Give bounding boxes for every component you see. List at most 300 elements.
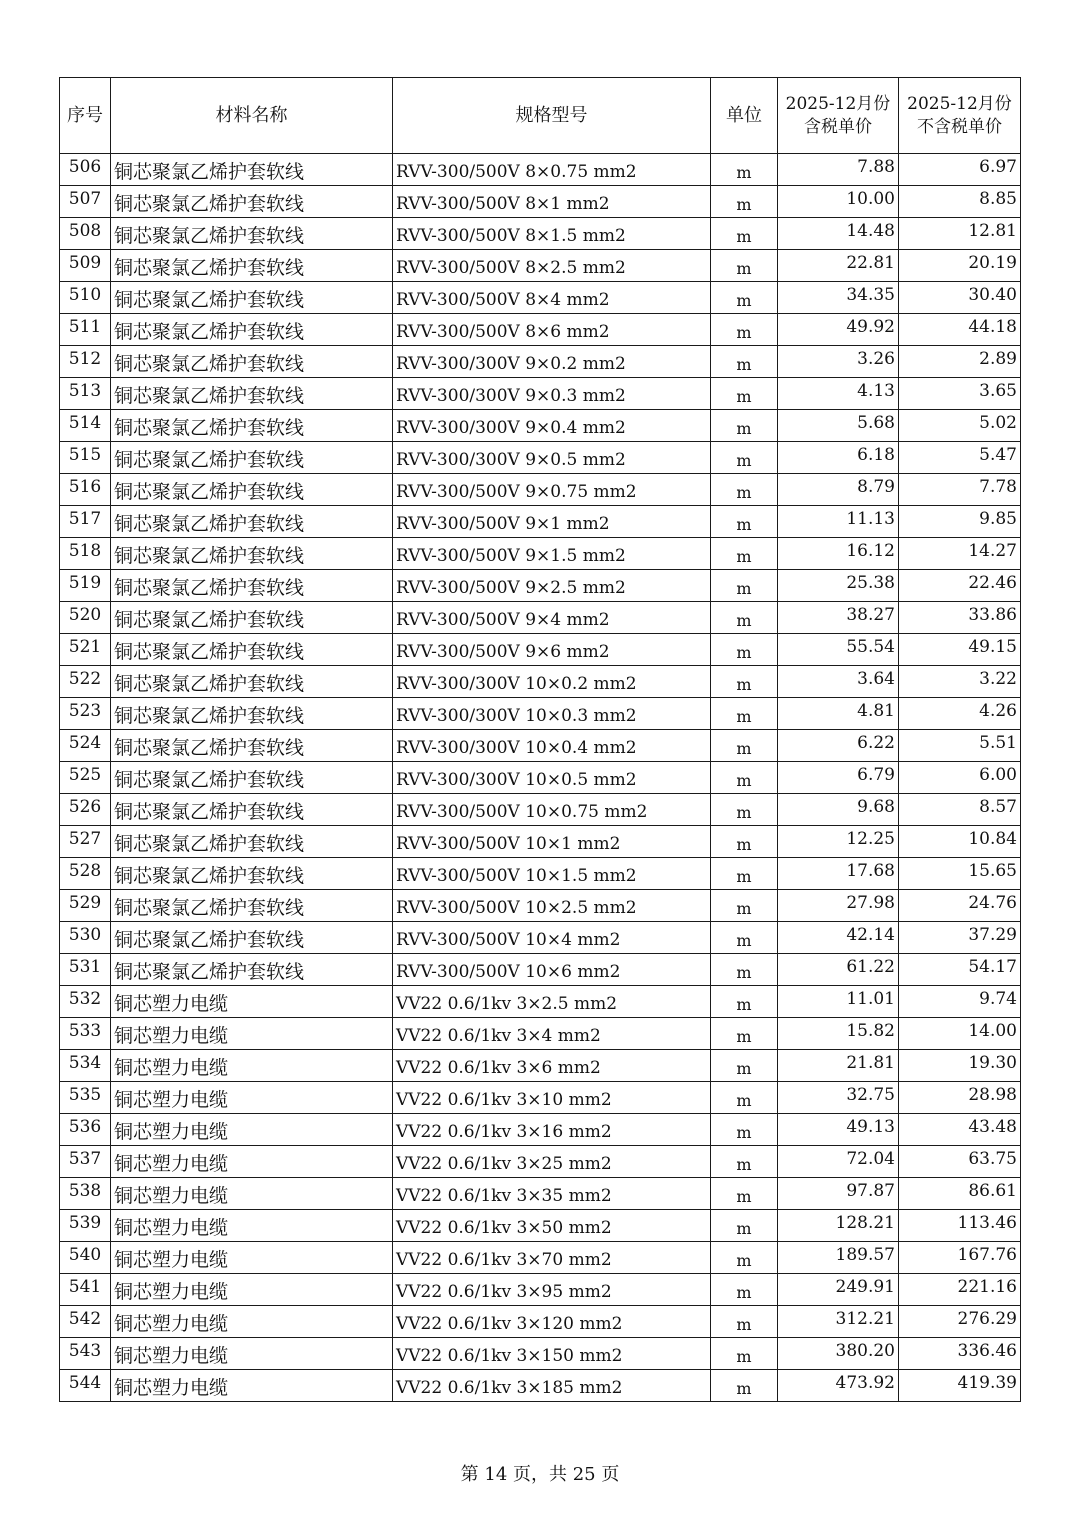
cell-price-without-tax — [899, 410, 1021, 442]
cell-unit-text: m — [736, 995, 752, 1014]
cell-material-name — [111, 858, 393, 890]
cell-unit — [711, 762, 778, 794]
cell-unit-text: m — [736, 579, 752, 598]
cell-price-with-tax — [778, 1242, 899, 1274]
cell-unit-text: m — [736, 355, 752, 374]
table-row — [60, 1370, 1021, 1402]
cell-seq — [60, 506, 111, 538]
cell-spec-model — [393, 698, 711, 730]
cell-material-name-text: 铜芯聚氯乙烯护套软线 — [114, 545, 305, 567]
cell-seq — [60, 346, 111, 378]
cell-price-with-tax-text: 27.98 — [846, 893, 895, 913]
cell-seq-text: 532 — [68, 989, 102, 1009]
cell-seq-text: 543 — [68, 1341, 102, 1361]
table-row — [60, 922, 1021, 954]
cell-seq-text: 527 — [68, 829, 102, 849]
cell-unit-text: m — [736, 387, 752, 406]
cell-seq-text: 514 — [68, 413, 102, 433]
cell-spec-model — [393, 1338, 711, 1370]
cell-seq-text: 540 — [68, 1245, 102, 1265]
cell-price-without-tax-text: 86.61 — [968, 1181, 1017, 1201]
cell-seq — [60, 602, 111, 634]
cell-seq-text: 508 — [68, 221, 102, 241]
cell-spec-model-text: RVV-300/500V 8×1.5 mm2 — [396, 226, 626, 246]
cell-material-name-text: 铜芯塑力电缆 — [114, 1057, 229, 1079]
cell-price-with-tax — [778, 762, 899, 794]
cell-seq — [60, 858, 111, 890]
cell-price-with-tax-text: 6.79 — [857, 765, 895, 785]
cell-spec-model-text: VV22 0.6/1kv 3×4 mm2 — [396, 1026, 601, 1046]
cell-unit-text: m — [736, 1155, 752, 1174]
header-unit: 单位 — [711, 78, 778, 154]
cell-price-without-tax — [899, 154, 1021, 186]
cell-seq-text: 521 — [68, 637, 102, 657]
cell-spec-model — [393, 1274, 711, 1306]
cell-material-name-text: 铜芯塑力电缆 — [114, 1313, 229, 1335]
cell-material-name — [111, 1306, 393, 1338]
cell-spec-model-text: RVV-300/500V 10×1.5 mm2 — [396, 866, 637, 886]
cell-unit — [711, 378, 778, 410]
table-row — [60, 858, 1021, 890]
cell-unit-text: m — [736, 1219, 752, 1238]
cell-price-without-tax-text: 221.16 — [957, 1277, 1017, 1297]
cell-spec-model-text: VV22 0.6/1kv 3×70 mm2 — [396, 1250, 612, 1270]
cell-material-name-text: 铜芯聚氯乙烯护套软线 — [114, 289, 305, 311]
cell-price-with-tax-text: 49.92 — [846, 317, 895, 337]
cell-material-name — [111, 346, 393, 378]
cell-material-name-text: 铜芯聚氯乙烯护套软线 — [114, 929, 305, 951]
cell-spec-model — [393, 986, 711, 1018]
cell-price-with-tax-text: 25.38 — [846, 573, 895, 593]
cell-material-name-text: 铜芯塑力电缆 — [114, 1217, 229, 1239]
cell-price-without-tax — [899, 730, 1021, 762]
cell-price-without-tax-text: 6.97 — [979, 157, 1017, 177]
cell-material-name-text: 铜芯聚氯乙烯护套软线 — [114, 449, 305, 471]
header-material-name: 材料名称 — [111, 78, 393, 154]
cell-material-name — [111, 1370, 393, 1402]
cell-unit — [711, 1114, 778, 1146]
cell-seq — [60, 730, 111, 762]
cell-spec-model — [393, 602, 711, 634]
cell-material-name — [111, 1146, 393, 1178]
cell-unit — [711, 634, 778, 666]
cell-unit-text: m — [736, 1059, 752, 1078]
cell-spec-model-text: RVV-300/500V 9×0.75 mm2 — [396, 482, 637, 502]
cell-material-name — [111, 762, 393, 794]
cell-unit-text: m — [736, 1123, 752, 1142]
cell-price-without-tax — [899, 666, 1021, 698]
cell-unit — [711, 698, 778, 730]
cell-seq — [60, 922, 111, 954]
cell-price-without-tax-text: 15.65 — [968, 861, 1017, 881]
cell-price-with-tax-text: 15.82 — [846, 1021, 895, 1041]
cell-unit-text: m — [736, 771, 752, 790]
cell-material-name-text: 铜芯聚氯乙烯护套软线 — [114, 225, 305, 247]
cell-unit-text: m — [736, 1251, 752, 1270]
cell-seq — [60, 698, 111, 730]
cell-unit-text: m — [736, 739, 752, 758]
cell-price-with-tax — [778, 1370, 899, 1402]
table-body — [60, 154, 1021, 1402]
cell-unit — [711, 154, 778, 186]
cell-seq-text: 510 — [68, 285, 102, 305]
cell-price-without-tax — [899, 314, 1021, 346]
cell-price-without-tax — [899, 474, 1021, 506]
cell-unit-text: m — [736, 547, 752, 566]
table-row — [60, 698, 1021, 730]
cell-seq — [60, 218, 111, 250]
cell-material-name — [111, 474, 393, 506]
cell-unit — [711, 1370, 778, 1402]
table-row — [60, 1146, 1021, 1178]
cell-material-name — [111, 890, 393, 922]
page-footer — [0, 1460, 1080, 1486]
cell-price-with-tax — [778, 570, 899, 602]
cell-price-with-tax-text: 10.00 — [846, 189, 895, 209]
cell-price-with-tax-text: 72.04 — [846, 1149, 895, 1169]
cell-spec-model — [393, 1050, 711, 1082]
cell-price-without-tax — [899, 634, 1021, 666]
cell-spec-model — [393, 538, 711, 570]
cell-price-without-tax — [899, 538, 1021, 570]
cell-price-without-tax-text: 20.19 — [968, 253, 1017, 273]
cell-spec-model-text: RVV-300/500V 8×2.5 mm2 — [396, 258, 626, 278]
cell-price-without-tax — [899, 1050, 1021, 1082]
cell-unit — [711, 1082, 778, 1114]
cell-price-with-tax-text: 22.81 — [846, 253, 895, 273]
cell-price-without-tax — [899, 1114, 1021, 1146]
cell-unit — [711, 1306, 778, 1338]
cell-price-with-tax — [778, 858, 899, 890]
cell-price-without-tax — [899, 762, 1021, 794]
cell-material-name — [111, 250, 393, 282]
cell-price-with-tax — [778, 890, 899, 922]
cell-price-without-tax — [899, 442, 1021, 474]
cell-price-without-tax-text: 33.86 — [968, 605, 1017, 625]
cell-price-without-tax-text: 12.81 — [968, 221, 1017, 241]
table-row — [60, 1338, 1021, 1370]
table-row — [60, 602, 1021, 634]
cell-unit — [711, 986, 778, 1018]
cell-unit — [711, 602, 778, 634]
cell-seq-text: 529 — [68, 893, 102, 913]
cell-price-with-tax-text: 97.87 — [846, 1181, 895, 1201]
cell-price-with-tax-text: 128.21 — [835, 1213, 895, 1233]
cell-material-name — [111, 794, 393, 826]
cell-seq — [60, 794, 111, 826]
cell-price-without-tax — [899, 506, 1021, 538]
cell-seq-text: 544 — [68, 1373, 102, 1393]
header-price-with-tax — [778, 78, 899, 154]
cell-seq-text: 520 — [68, 605, 102, 625]
header-price-without-tax — [899, 78, 1021, 154]
cell-spec-model-text: RVV-300/500V 9×1.5 mm2 — [396, 546, 626, 566]
cell-price-with-tax-text: 4.81 — [857, 701, 895, 721]
cell-unit — [711, 538, 778, 570]
cell-material-name-text: 铜芯聚氯乙烯护套软线 — [114, 801, 305, 823]
cell-spec-model-text: RVV-300/500V 10×4 mm2 — [396, 930, 621, 950]
cell-price-without-tax — [899, 1178, 1021, 1210]
cell-spec-model — [393, 1306, 711, 1338]
cell-price-with-tax — [778, 730, 899, 762]
cell-seq-text: 517 — [68, 509, 102, 529]
cell-material-name-text: 铜芯聚氯乙烯护套软线 — [114, 897, 305, 919]
cell-unit — [711, 954, 778, 986]
table-row — [60, 506, 1021, 538]
cell-price-without-tax-text: 49.15 — [968, 637, 1017, 657]
cell-unit — [711, 730, 778, 762]
cell-spec-model-text: RVV-300/500V 10×6 mm2 — [396, 962, 621, 982]
cell-seq — [60, 1274, 111, 1306]
cell-material-name-text: 铜芯塑力电缆 — [114, 1345, 229, 1367]
cell-seq-text: 542 — [68, 1309, 102, 1329]
cell-unit-text: m — [736, 291, 752, 310]
cell-price-without-tax — [899, 346, 1021, 378]
cell-spec-model — [393, 442, 711, 474]
cell-material-name — [111, 314, 393, 346]
cell-price-without-tax-text: 2.89 — [979, 349, 1017, 369]
cell-spec-model — [393, 666, 711, 698]
cell-spec-model-text: VV22 0.6/1kv 3×16 mm2 — [396, 1122, 612, 1142]
cell-spec-model-text: RVV-300/500V 8×1 mm2 — [396, 194, 610, 214]
table-row — [60, 154, 1021, 186]
cell-price-with-tax-text: 11.01 — [846, 989, 895, 1009]
cell-unit — [711, 826, 778, 858]
cell-seq — [60, 634, 111, 666]
cell-material-name-text: 铜芯聚氯乙烯护套软线 — [114, 769, 305, 791]
cell-seq-text: 516 — [68, 477, 102, 497]
cell-seq-text: 525 — [68, 765, 102, 785]
cell-material-name-text: 铜芯聚氯乙烯护套软线 — [114, 257, 305, 279]
cell-spec-model — [393, 314, 711, 346]
cell-price-without-tax-text: 8.85 — [979, 189, 1017, 209]
cell-material-name-text: 铜芯聚氯乙烯护套软线 — [114, 961, 305, 983]
cell-unit-text: m — [736, 899, 752, 918]
cell-price-with-tax — [778, 634, 899, 666]
cell-unit — [711, 506, 778, 538]
cell-unit — [711, 666, 778, 698]
cell-seq-text: 534 — [68, 1053, 102, 1073]
cell-spec-model — [393, 154, 711, 186]
table-row — [60, 346, 1021, 378]
cell-price-without-tax — [899, 186, 1021, 218]
cell-price-with-tax-text: 32.75 — [846, 1085, 895, 1105]
cell-seq — [60, 314, 111, 346]
cell-seq-text: 538 — [68, 1181, 102, 1201]
cell-seq — [60, 986, 111, 1018]
cell-unit-text: m — [736, 835, 752, 854]
cell-price-without-tax — [899, 1306, 1021, 1338]
table-row — [60, 250, 1021, 282]
cell-material-name — [111, 506, 393, 538]
cell-spec-model — [393, 1018, 711, 1050]
cell-price-with-tax — [778, 986, 899, 1018]
cell-unit-text: m — [736, 1187, 752, 1206]
cell-spec-model-text: VV22 0.6/1kv 3×150 mm2 — [396, 1346, 623, 1366]
table-row — [60, 890, 1021, 922]
cell-unit-text: m — [736, 963, 752, 982]
cell-price-with-tax — [778, 1114, 899, 1146]
cell-price-with-tax — [778, 346, 899, 378]
table-row — [60, 1050, 1021, 1082]
cell-price-with-tax — [778, 794, 899, 826]
cell-material-name — [111, 282, 393, 314]
table-row — [60, 570, 1021, 602]
cell-material-name — [111, 1018, 393, 1050]
cell-spec-model-text: RVV-300/300V 9×0.2 mm2 — [396, 354, 626, 374]
cell-seq — [60, 538, 111, 570]
page-number: 第 14 页，共 25 页 — [460, 1464, 620, 1485]
cell-material-name-text: 铜芯塑力电缆 — [114, 1089, 229, 1111]
cell-price-with-tax-text: 6.18 — [857, 445, 895, 465]
cell-seq-text: 539 — [68, 1213, 102, 1233]
cell-price-with-tax — [778, 442, 899, 474]
cell-seq — [60, 1338, 111, 1370]
cell-spec-model — [393, 506, 711, 538]
cell-material-name-text: 铜芯聚氯乙烯护套软线 — [114, 193, 305, 215]
cell-price-without-tax-text: 7.78 — [979, 477, 1017, 497]
cell-price-with-tax — [778, 1178, 899, 1210]
cell-seq-text: 523 — [68, 701, 102, 721]
table-row — [60, 762, 1021, 794]
cell-price-with-tax-text: 189.57 — [835, 1245, 895, 1265]
cell-price-with-tax-text: 55.54 — [846, 637, 895, 657]
cell-seq-text: 541 — [68, 1277, 102, 1297]
table-row — [60, 986, 1021, 1018]
cell-price-with-tax — [778, 602, 899, 634]
cell-price-without-tax — [899, 890, 1021, 922]
cell-price-without-tax — [899, 250, 1021, 282]
cell-price-with-tax-text: 3.26 — [857, 349, 895, 369]
cell-price-without-tax-text: 5.02 — [979, 413, 1017, 433]
table-row — [60, 1274, 1021, 1306]
cell-unit-text: m — [736, 515, 752, 534]
cell-spec-model-text: VV22 0.6/1kv 3×6 mm2 — [396, 1058, 601, 1078]
cell-spec-model-text: RVV-300/500V 8×6 mm2 — [396, 322, 610, 342]
cell-material-name — [111, 1114, 393, 1146]
cell-seq — [60, 1306, 111, 1338]
table-row — [60, 666, 1021, 698]
cell-unit-text: m — [736, 1315, 752, 1334]
cell-price-with-tax — [778, 1082, 899, 1114]
cell-price-with-tax-text: 8.79 — [857, 477, 895, 497]
cell-unit-text: m — [736, 803, 752, 822]
cell-seq-text: 506 — [68, 157, 102, 177]
cell-seq-text: 509 — [68, 253, 102, 273]
cell-material-name — [111, 602, 393, 634]
cell-seq — [60, 186, 111, 218]
cell-seq — [60, 410, 111, 442]
table-row — [60, 1210, 1021, 1242]
table-row — [60, 442, 1021, 474]
cell-material-name — [111, 538, 393, 570]
cell-seq — [60, 1146, 111, 1178]
cell-price-with-tax-text: 312.21 — [835, 1309, 895, 1329]
cell-unit-text: m — [736, 867, 752, 886]
cell-unit — [711, 410, 778, 442]
cell-spec-model — [393, 282, 711, 314]
cell-spec-model-text: RVV-300/500V 9×4 mm2 — [396, 610, 610, 630]
cell-material-name-text: 铜芯聚氯乙烯护套软线 — [114, 481, 305, 503]
cell-unit — [711, 282, 778, 314]
cell-price-without-tax-text: 336.46 — [957, 1341, 1017, 1361]
cell-price-without-tax — [899, 1146, 1021, 1178]
cell-price-without-tax — [899, 1242, 1021, 1274]
cell-price-with-tax — [778, 410, 899, 442]
cell-material-name — [111, 730, 393, 762]
cell-price-without-tax-text: 19.30 — [968, 1053, 1017, 1073]
cell-price-with-tax — [778, 1210, 899, 1242]
table-header-row — [60, 78, 1021, 154]
cell-seq-text: 524 — [68, 733, 102, 753]
cell-unit — [711, 890, 778, 922]
cell-price-without-tax — [899, 378, 1021, 410]
cell-price-with-tax — [778, 1338, 899, 1370]
cell-price-without-tax-text: 113.46 — [957, 1213, 1017, 1233]
cell-material-name-text: 铜芯聚氯乙烯护套软线 — [114, 673, 305, 695]
cell-price-with-tax-text: 42.14 — [846, 925, 895, 945]
cell-price-without-tax — [899, 1018, 1021, 1050]
cell-seq — [60, 282, 111, 314]
table-row — [60, 474, 1021, 506]
cell-price-without-tax — [899, 826, 1021, 858]
cell-price-with-tax-text: 473.92 — [835, 1373, 895, 1393]
cell-material-name — [111, 986, 393, 1018]
cell-spec-model — [393, 378, 711, 410]
cell-price-without-tax-text: 4.26 — [979, 701, 1017, 721]
cell-spec-model — [393, 1146, 711, 1178]
cell-price-without-tax-text: 3.22 — [979, 669, 1017, 689]
cell-price-with-tax-text: 21.81 — [846, 1053, 895, 1073]
header-seq: 序号 — [60, 78, 111, 154]
cell-seq — [60, 250, 111, 282]
cell-unit — [711, 442, 778, 474]
cell-spec-model-text: RVV-300/300V 10×0.4 mm2 — [396, 738, 637, 758]
cell-price-with-tax — [778, 250, 899, 282]
cell-spec-model — [393, 1178, 711, 1210]
cell-price-with-tax-text: 4.13 — [857, 381, 895, 401]
cell-spec-model — [393, 730, 711, 762]
cell-spec-model — [393, 922, 711, 954]
cell-spec-model — [393, 1114, 711, 1146]
cell-price-with-tax — [778, 698, 899, 730]
cell-spec-model-text: RVV-300/500V 8×0.75 mm2 — [396, 162, 637, 182]
cell-spec-model — [393, 186, 711, 218]
cell-price-with-tax — [778, 506, 899, 538]
cell-material-name-text: 铜芯聚氯乙烯护套软线 — [114, 865, 305, 887]
cell-material-name — [111, 1082, 393, 1114]
cell-price-without-tax — [899, 698, 1021, 730]
table-row — [60, 954, 1021, 986]
cell-seq — [60, 1370, 111, 1402]
cell-material-name-text: 铜芯塑力电缆 — [114, 1121, 229, 1143]
cell-price-with-tax-text: 14.48 — [846, 221, 895, 241]
cell-price-without-tax-text: 14.00 — [968, 1021, 1017, 1041]
cell-material-name-text: 铜芯塑力电缆 — [114, 993, 229, 1015]
cell-material-name-text: 铜芯聚氯乙烯护套软线 — [114, 321, 305, 343]
cell-material-name-text: 铜芯聚氯乙烯护套软线 — [114, 737, 305, 759]
cell-seq — [60, 1210, 111, 1242]
cell-unit-text: m — [736, 1347, 752, 1366]
table-row — [60, 1114, 1021, 1146]
table-row — [60, 794, 1021, 826]
cell-unit-text: m — [736, 195, 752, 214]
cell-unit-text: m — [736, 451, 752, 470]
cell-material-name-text: 铜芯聚氯乙烯护套软线 — [114, 577, 305, 599]
cell-spec-model-text: RVV-300/300V 10×0.5 mm2 — [396, 770, 637, 790]
cell-unit-text: m — [736, 931, 752, 950]
cell-spec-model — [393, 474, 711, 506]
